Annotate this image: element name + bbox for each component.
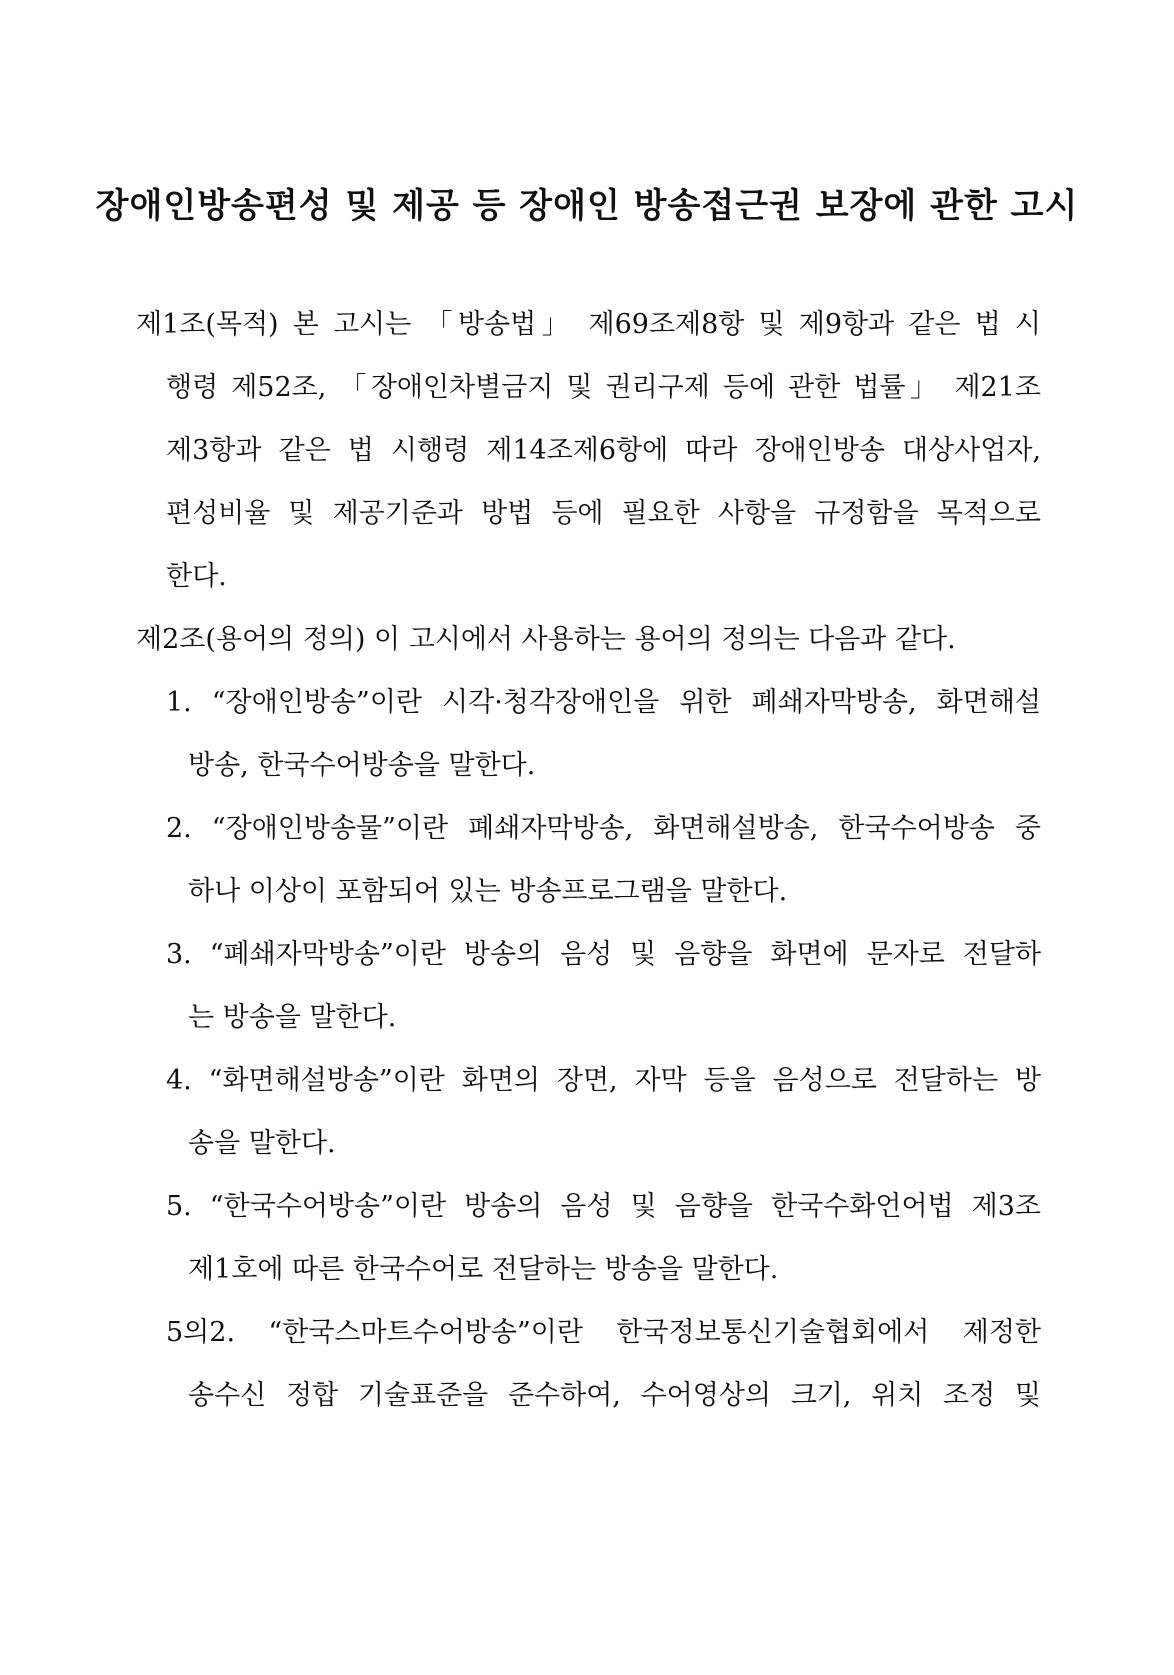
definition-item-line: 4. “화면해설방송”이란 화면의 장면, 자막 등을 음성으로 전달하는 방 <box>166 1065 1041 1096</box>
article-2-heading: 제2조(용어의 정의) 이 고시에서 사용하는 용어의 정의는 다음과 같다. <box>136 624 956 655</box>
definition-item-line: 는 방송을 말한다. <box>188 1002 397 1033</box>
article-1-line: 제1조(목적) 본 고시는 「방송법」 제69조제8항 및 제9항과 같은 법 시 <box>136 309 1041 340</box>
definition-item-line: 3. “폐쇄자막방송”이란 방송의 음성 및 음향을 화면에 문자로 전달하 <box>166 939 1041 970</box>
definition-item-line: 5. “한국수어방송”이란 방송의 음성 및 음향을 한국수화언어법 제3조 <box>166 1191 1041 1222</box>
definition-item-line: 제1호에 따른 한국수어로 전달하는 방송을 말한다. <box>188 1254 779 1285</box>
definition-item-line: 2. “장애인방송물”이란 폐쇄자막방송, 화면해설방송, 한국수어방송 중 <box>166 813 1041 844</box>
definition-item-line: 5의2. “한국스마트수어방송”이란 한국정보통신기술협회에서 제정한 <box>166 1317 1041 1348</box>
definition-item-line: 송을 말한다. <box>188 1128 336 1159</box>
article-1-line: 한다. <box>166 561 227 592</box>
definition-item-line: 1. “장애인방송”이란 시각·청각장애인을 위한 폐쇄자막방송, 화면해설 <box>166 687 1041 718</box>
article-1-line: 제3항과 같은 법 시행령 제14조제6항에 따라 장애인방송 대상사업자, <box>166 435 1041 466</box>
article-1-line: 행령 제52조, 「장애인차별금지 및 권리구제 등에 관한 법률」 제21조 <box>166 372 1041 403</box>
definition-item-line: 하나 이상이 포함되어 있는 방송프로그램을 말한다. <box>188 876 788 907</box>
article-1-line: 편성비율 및 제공기준과 방법 등에 필요한 사항을 규정함을 목적으로 <box>166 498 1041 529</box>
document-title: 장애인방송편성 및 제공 등 장애인 방송접근권 보장에 관한 고시 <box>95 186 1079 226</box>
definition-item-line: 송수신 정합 기술표준을 준수하여, 수어영상의 크기, 위치 조정 및 <box>188 1380 1041 1411</box>
definition-item-line: 방송, 한국수어방송을 말한다. <box>188 750 536 781</box>
